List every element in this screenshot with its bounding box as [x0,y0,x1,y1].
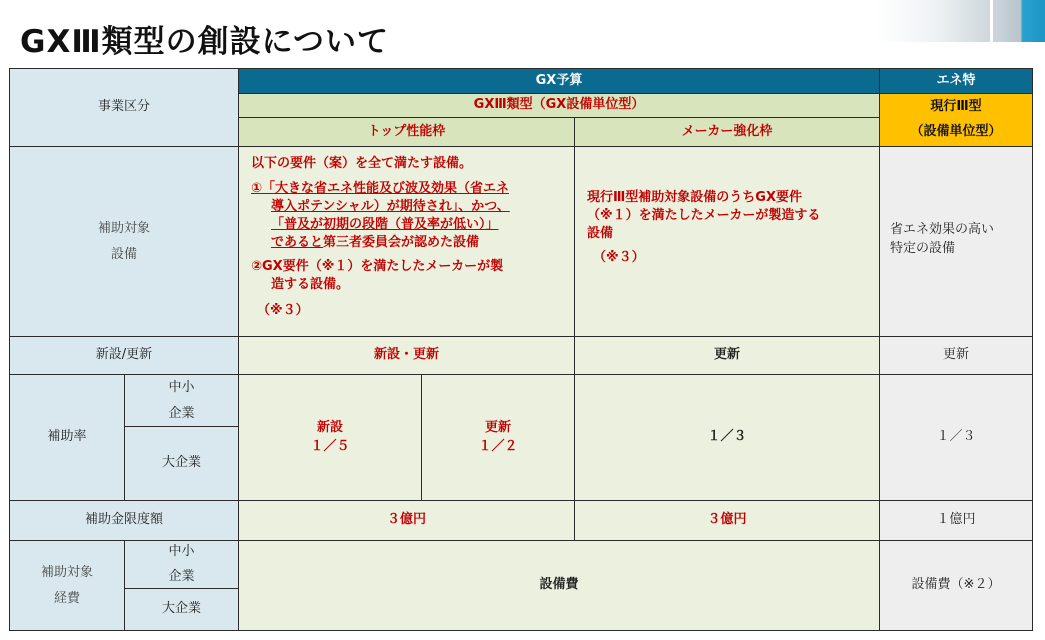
subsidy-current-text: １／３ [936,429,976,445]
gx3-type-text: GXⅢ類型（GX設備単位型） [473,97,645,113]
limit-label [9,500,239,541]
header-row-label-text: 事業区分 [97,99,150,115]
header-row-label [9,68,239,147]
top-new-l1: 新設 [316,419,343,435]
header-maker-tier [574,117,880,147]
top-upd-l2: １／２ [478,438,518,454]
subsidy-rate-top-new [238,374,422,501]
subsidy-rate-top-update [421,374,575,501]
cost-gx-text: 設備費 [539,577,579,593]
target-equipment-label-l2: 設備 [110,246,137,262]
new-update-maker [574,336,880,375]
new-update-maker-text: 更新 [713,347,740,363]
top-tier-req-text [251,155,510,320]
req1-line4a: であると [271,234,324,250]
subsidy-rate-maker [574,374,880,501]
limit-label-text: 補助金限度額 [84,512,163,528]
top-tier-requirements [238,146,575,337]
cost-current-text: 設備費（※２） [911,577,1001,593]
top-tier-text: トップ性能枠 [367,123,446,139]
req1-line2: 導入ポテンシャル）が期待され」、かつ、 [271,198,510,214]
subsidy-rate-label-text: 補助率 [47,429,87,445]
limit-current [879,500,1033,541]
subsidy-rate-label [9,374,125,501]
req-note: （※３） [257,302,309,318]
req1-line4b: 第三者委員会が認めた設備 [323,234,480,250]
new-update-top-text: 新設・更新 [373,347,439,363]
limit-top [238,500,575,541]
target-cost-sme [124,540,239,589]
maker-req-l3: 設備 [587,225,614,241]
subsidy-large-text: 大企業 [161,455,201,471]
subsidy-maker-text: １／３ [707,429,747,445]
new-update-label-text: 新設/更新 [95,347,153,363]
gx-budget-text: GX予算 [535,72,583,88]
current-target-l1: 省エネ効果の高い [890,222,995,237]
header-ene-toku [879,68,1033,94]
maker-tier-text: メーカー強化枠 [681,123,773,139]
current3-line2: （設備単位型） [910,124,1002,139]
new-update-current-text: 更新 [942,347,969,363]
target-cost-large [124,588,239,631]
subsidy-sme-l1: 中小 [168,379,195,395]
limit-current-text: １億円 [936,512,976,528]
current-target-equipment [879,146,1033,337]
target-cost-label-l2: 経費 [53,590,80,606]
target-cost-current [879,540,1033,631]
req2-line1: ②GX要件（※１）を満たしたメーカーが製 [251,258,504,274]
target-cost-gx [238,540,880,631]
limit-top-text: ３億円 [386,512,426,528]
cost-sme-l1: 中小 [168,543,195,559]
target-equipment-label-l1: 補助対象 [97,220,150,236]
subsidy-rate-current [879,374,1033,501]
header-gx-budget [238,68,880,94]
cost-large-text: 大企業 [161,601,201,617]
current3-line1: 現行Ⅲ型 [930,99,982,115]
maker-tier-requirements [574,146,880,337]
req-intro: 以下の要件（案）を全て満たす設備。 [251,156,473,171]
header-top-tier [238,117,575,147]
req1-line3: 「普及が初期の段階（普及率が低い）」 [271,216,499,232]
page-title: GXⅢ類型の創設について [20,24,390,60]
header-current3 [879,93,1033,147]
maker-req-l2: （※１）を満たしたメーカーが製造する [587,207,821,223]
req1-line1: ①「大きな省エネ性能及び波及効果（省エネ [251,180,510,196]
top-upd-l1: 更新 [484,419,511,435]
ene-toku-text: エネ特 [936,72,976,88]
current-target-l2: 特定の設備 [890,240,956,256]
limit-maker-text: ３億円 [707,512,747,528]
subsidy-rate-sme [124,374,239,427]
maker-req-text [587,189,820,267]
maker-req-note: （※３） [593,249,645,265]
cost-sme-l2: 企業 [168,568,195,584]
subsidy-rate-large [124,426,239,501]
limit-maker [574,500,880,541]
new-update-top [238,336,575,375]
header-gx3-type [238,93,880,118]
new-update-current [879,336,1033,375]
target-equipment-label [9,146,239,337]
target-cost-label-l1: 補助対象 [40,564,93,580]
new-update-label [9,336,239,375]
brand-logo-bar [876,0,1045,42]
maker-req-l1: 現行Ⅲ型補助対象設備のうちGX要件 [587,190,802,205]
top-new-l2: １／５ [310,438,350,454]
target-cost-label [9,540,125,631]
req2-line2: 造する設備。 [271,276,350,292]
subsidy-sme-l2: 企業 [168,405,195,421]
